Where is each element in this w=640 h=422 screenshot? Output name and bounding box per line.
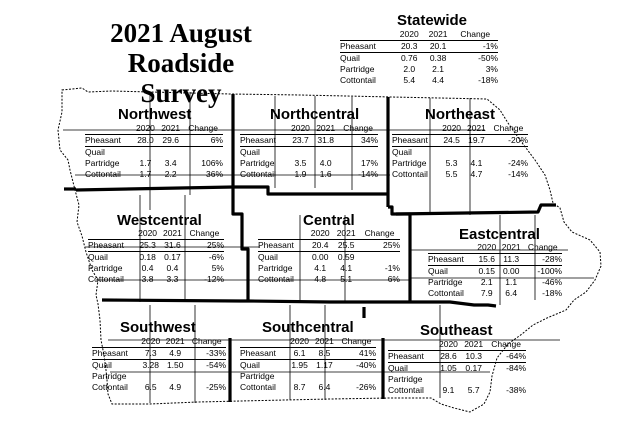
region-heading-southeast: Southeast	[420, 322, 493, 339]
region-heading-westcentral: Westcentral	[117, 212, 202, 229]
table-row	[88, 240, 224, 252]
species-header-blank	[85, 123, 133, 135]
change-value	[337, 371, 376, 382]
table-row	[392, 169, 528, 180]
change-value: -12%	[204, 274, 224, 284]
table-row	[340, 75, 498, 86]
column-header: 2021	[160, 228, 185, 240]
table-row	[92, 360, 226, 372]
value-2020	[288, 147, 313, 159]
species-label: Partridge	[85, 158, 120, 168]
column-header: 2021	[312, 336, 337, 348]
species-label: Pheasant	[88, 240, 135, 252]
value-2020: 7.9	[480, 288, 493, 298]
region-heading-northcentral: Northcentral	[270, 106, 360, 123]
change-value: -1%	[453, 41, 498, 53]
region-heading-southcentral: Southcentral	[262, 319, 354, 336]
value-2021: 1.50	[166, 360, 184, 370]
value-2020: 1.05	[440, 363, 457, 373]
value-2021: 0.17	[465, 363, 482, 373]
change-value: 36%	[205, 169, 223, 179]
change-value: -1%	[384, 263, 400, 273]
species-label: Pheasant	[340, 41, 395, 53]
table-row	[240, 135, 378, 147]
species-label: Quail	[428, 266, 448, 276]
table-row	[392, 158, 528, 169]
value-2021: 0.00	[502, 266, 520, 276]
table-row	[428, 277, 562, 288]
species-label: Partridge	[388, 374, 423, 384]
species-label: Cottontail	[92, 382, 128, 392]
species-label: Quail	[240, 360, 260, 370]
column-header: 2020	[288, 123, 313, 135]
value-2020: 0.00	[311, 252, 329, 262]
value-2021	[464, 147, 489, 159]
value-2021: 4.1	[340, 263, 353, 273]
value-2020: 5.4	[403, 75, 416, 85]
table-row	[240, 158, 378, 169]
value-2021: 0.17	[164, 252, 181, 262]
value-2021	[313, 147, 338, 159]
column-header: Change	[486, 339, 526, 351]
region-heading-northeast: Northeast	[425, 106, 496, 123]
species-label: Quail	[92, 360, 112, 370]
value-2020: 6.5	[144, 382, 157, 392]
value-2020: 5.5	[445, 169, 458, 179]
species-label: Quail	[88, 252, 108, 262]
change-value: 34%	[338, 135, 378, 147]
column-header: 2020	[135, 228, 160, 240]
column-header: 2021	[499, 242, 523, 254]
species-label: Partridge	[428, 277, 463, 287]
change-value	[183, 147, 223, 159]
table-row	[428, 266, 562, 278]
change-value: -100%	[537, 266, 562, 276]
column-header: 2020	[395, 29, 424, 41]
value-2020: 7.3	[138, 348, 162, 360]
change-value: 5%	[211, 263, 224, 273]
column-header: 2021	[158, 123, 183, 135]
value-2021	[312, 371, 337, 382]
value-2021: 2.1	[432, 64, 444, 74]
value-2020: 3.8	[141, 274, 154, 284]
species-label: Cottontail	[88, 274, 124, 284]
value-2021: 20.1	[424, 41, 453, 53]
change-value: -25%	[206, 382, 226, 392]
column-header: Change	[337, 336, 376, 348]
region-table-northcentral	[240, 123, 378, 180]
table-row	[240, 147, 378, 159]
species-label: Pheasant	[258, 240, 307, 252]
species-label: Cottontail	[240, 169, 276, 179]
change-value: -54%	[206, 360, 226, 370]
column-header: Change	[187, 336, 226, 348]
table-row	[240, 360, 376, 372]
species-label: Quail	[392, 147, 412, 157]
change-value: -18%	[478, 75, 498, 85]
value-2020: 15.6	[474, 254, 498, 266]
value-2020: 3.28	[142, 360, 159, 370]
region-heading-northwest: Northwest	[118, 106, 192, 123]
species-label: Partridge	[240, 158, 275, 168]
table-row	[258, 274, 400, 285]
value-2021: 4.7	[470, 169, 483, 179]
species-label: Pheasant	[392, 135, 439, 147]
species-label: Quail	[258, 252, 278, 262]
region-table-westcentral	[88, 228, 224, 285]
table-row	[92, 371, 226, 382]
column-header: 2021	[313, 123, 338, 135]
table-row	[388, 363, 526, 375]
species-label: Quail	[388, 363, 408, 373]
value-2020: 8.7	[293, 382, 306, 392]
value-2020: 0.4	[141, 263, 154, 273]
value-2021: 4.4	[432, 75, 444, 85]
species-label: Cottontail	[428, 288, 464, 298]
change-value: -20%	[489, 135, 528, 147]
column-header: 2020	[287, 336, 312, 348]
change-value: -38%	[506, 385, 526, 395]
table-row	[388, 351, 526, 363]
species-label: Partridge	[392, 158, 427, 168]
species-label: Partridge	[92, 371, 127, 381]
column-header: 2021	[333, 228, 359, 240]
table-row	[240, 371, 376, 382]
column-header: 2020	[474, 242, 498, 254]
species-label: Cottontail	[388, 385, 424, 395]
region-table-central	[258, 228, 400, 285]
value-2021: 19.7	[464, 135, 489, 147]
species-label: Quail	[340, 53, 360, 63]
change-value: -18%	[542, 288, 562, 298]
change-value: -14%	[358, 169, 378, 179]
table-row	[258, 263, 400, 274]
value-2021: 4.1	[470, 158, 483, 168]
value-2021: 6.4	[505, 288, 518, 298]
column-header: 2020	[133, 123, 158, 135]
value-2020: 1.95	[291, 360, 308, 370]
table-row	[392, 135, 528, 147]
value-2021: 3.3	[166, 274, 179, 284]
species-header-blank	[258, 228, 307, 240]
value-2020: 1.9	[294, 169, 307, 179]
column-header: 2020	[138, 336, 162, 348]
value-2021: 8.5	[312, 348, 337, 360]
value-2021: 5.1	[340, 274, 353, 284]
value-2020: 25.3	[135, 240, 160, 252]
table-row	[88, 252, 224, 264]
species-header-blank	[340, 29, 395, 41]
value-2021	[461, 374, 486, 385]
table-row	[88, 274, 224, 285]
table-row	[85, 169, 223, 180]
region-table-northwest	[85, 123, 223, 180]
species-label: Pheasant	[240, 135, 288, 147]
table-row	[92, 382, 226, 393]
species-label: Partridge	[88, 263, 123, 273]
region-table-eastcentral	[428, 242, 562, 299]
species-label: Cottontail	[240, 382, 276, 392]
change-value: -84%	[506, 363, 526, 373]
value-2021: 2.2	[164, 169, 177, 179]
species-label: Pheasant	[92, 348, 138, 360]
value-2021: 25.5	[333, 240, 359, 252]
value-2020	[138, 371, 162, 382]
change-value: 3%	[485, 64, 498, 74]
value-2020: 28.6	[436, 351, 461, 363]
column-header: Change	[338, 123, 378, 135]
value-2020: 0.18	[139, 252, 156, 262]
value-2020	[287, 371, 312, 382]
table-row	[88, 263, 224, 274]
value-2020: 0.76	[400, 53, 418, 63]
change-value	[187, 371, 226, 382]
value-2020	[133, 147, 158, 159]
table-row	[340, 64, 498, 75]
species-label: Pheasant	[388, 351, 436, 363]
change-value: 25%	[185, 240, 224, 252]
region-table-statewide	[340, 29, 498, 86]
species-header-blank	[240, 336, 287, 348]
value-2021: 4.9	[169, 382, 182, 392]
species-header-blank	[392, 123, 439, 135]
value-2021: 1.1	[505, 277, 518, 287]
table-row	[85, 158, 223, 169]
value-2021: 29.6	[158, 135, 183, 147]
column-header: Change	[185, 228, 224, 240]
column-header: 2020	[439, 123, 464, 135]
species-label: Cottontail	[340, 75, 376, 85]
map-title	[86, 18, 276, 108]
value-2021: 31.8	[313, 135, 338, 147]
table-row	[92, 348, 226, 360]
column-header: Change	[183, 123, 223, 135]
table-row	[240, 169, 378, 180]
column-header: Change	[489, 123, 528, 135]
species-label: Partridge	[258, 263, 293, 273]
change-value	[359, 252, 400, 264]
change-value: -50%	[478, 53, 498, 63]
column-header: 2020	[307, 228, 333, 240]
change-value: 6%	[387, 274, 400, 284]
table-row	[340, 53, 498, 65]
value-2021: 4.9	[163, 348, 187, 360]
region-heading-eastcentral: Eastcentral	[459, 226, 540, 243]
change-value: 17%	[360, 158, 378, 168]
species-header-blank	[428, 242, 474, 254]
change-value	[338, 147, 378, 159]
value-2021: 3.4	[164, 158, 177, 168]
table-row	[240, 382, 376, 393]
value-2020: 1.7	[139, 158, 152, 168]
change-value: 6%	[183, 135, 223, 147]
species-label: Pheasant	[240, 348, 287, 360]
value-2020: 5.3	[445, 158, 458, 168]
value-2021: 4.0	[319, 158, 332, 168]
table-row	[428, 254, 562, 266]
table-row	[85, 147, 223, 159]
species-header-blank	[92, 336, 138, 348]
table-row	[340, 41, 498, 53]
change-value: 41%	[337, 348, 376, 360]
column-header: 2021	[163, 336, 187, 348]
value-2020: 23.7	[288, 135, 313, 147]
value-2020: 4.8	[314, 274, 327, 284]
species-label: Quail	[85, 147, 105, 157]
species-label: Cottontail	[258, 274, 294, 284]
region-heading-statewide: Statewide	[397, 12, 468, 29]
table-row	[428, 288, 562, 299]
value-2021: 1.17	[316, 360, 333, 370]
change-value: 106%	[201, 158, 223, 168]
value-2021: 0.38	[429, 53, 447, 63]
value-2020	[439, 147, 464, 159]
region-table-northeast	[392, 123, 528, 180]
change-value: -6%	[208, 252, 224, 262]
value-2021	[158, 147, 183, 159]
value-2020: 4.1	[314, 263, 327, 273]
value-2020: 2.1	[480, 277, 493, 287]
value-2020: 1.7	[139, 169, 152, 179]
change-value: 25%	[359, 240, 400, 252]
value-2021: 1.6	[319, 169, 332, 179]
value-2020: 20.3	[395, 41, 424, 53]
column-header: Change	[359, 228, 400, 240]
value-2020: 0.15	[478, 266, 495, 276]
column-header: 2021	[464, 123, 489, 135]
species-label: Quail	[240, 147, 260, 157]
value-2020: 28.0	[133, 135, 158, 147]
region-table-southwest	[92, 336, 226, 393]
value-2021: 0.4	[166, 263, 179, 273]
species-header-blank	[388, 339, 436, 351]
column-header: Change	[453, 29, 498, 41]
column-header: 2020	[436, 339, 461, 351]
value-2020: 3.5	[294, 158, 307, 168]
value-2020: 9.1	[442, 385, 455, 395]
change-value: -24%	[508, 158, 528, 168]
table-row	[388, 374, 526, 385]
value-2021: 6.4	[318, 382, 331, 392]
title-line-1: 2021 August	[110, 18, 252, 48]
value-2020: 20.4	[307, 240, 333, 252]
species-label: Partridge	[340, 64, 375, 74]
column-header: 2021	[461, 339, 486, 351]
change-value: -64%	[486, 351, 526, 363]
region-table-southcentral	[240, 336, 376, 393]
region-heading-southwest: Southwest	[120, 319, 196, 336]
table-row	[392, 147, 528, 159]
value-2020: 2.0	[403, 64, 416, 74]
change-value	[486, 374, 526, 385]
value-2021: 11.3	[499, 254, 523, 266]
species-header-blank	[88, 228, 135, 240]
change-value: -14%	[508, 169, 528, 179]
species-label: Pheasant	[85, 135, 133, 147]
title-line-2: Roadside Survey	[127, 48, 235, 108]
species-label: Pheasant	[428, 254, 474, 266]
table-row	[240, 348, 376, 360]
change-value: -26%	[356, 382, 376, 392]
table-row	[258, 252, 400, 264]
value-2021	[163, 371, 187, 382]
column-header: 2021	[424, 29, 453, 41]
column-header: Change	[523, 242, 562, 254]
species-label: Partridge	[240, 371, 275, 381]
table-row	[388, 385, 526, 396]
table-row	[258, 240, 400, 252]
species-label: Cottontail	[392, 169, 428, 179]
species-label: Cottontail	[85, 169, 121, 179]
value-2021: 31.6	[160, 240, 185, 252]
value-2020: 24.5	[439, 135, 464, 147]
table-row	[85, 135, 223, 147]
value-2020: 6.1	[287, 348, 312, 360]
change-value	[489, 147, 528, 159]
value-2021: 5.7	[467, 385, 480, 395]
region-table-southeast	[388, 339, 526, 396]
change-value: -28%	[523, 254, 562, 266]
change-value: -40%	[356, 360, 376, 370]
value-2021: 10.3	[461, 351, 486, 363]
value-2020	[436, 374, 461, 385]
change-value: -46%	[542, 277, 562, 287]
region-heading-central: Central	[303, 212, 355, 229]
value-2021: 0.59	[337, 252, 355, 262]
species-header-blank	[240, 123, 288, 135]
change-value: -33%	[187, 348, 226, 360]
